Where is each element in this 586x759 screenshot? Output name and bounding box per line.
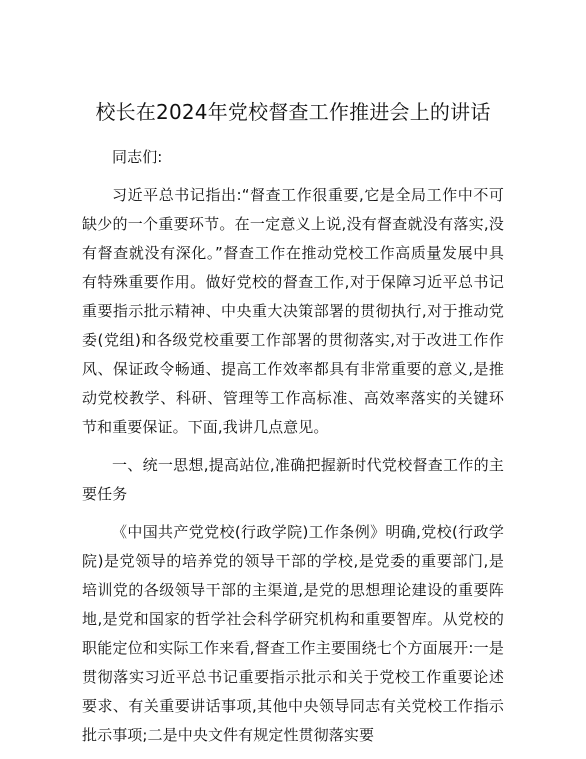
paragraph-intro: 习近平总书记指出:“督查工作很重要,它是全局工作中不可缺少的一个重要环节。在一定意义上说,没有督查就没有落实,没有督查就没有深化。”督查工作在推动党校工作高质量发展中具有特殊重要作用。做好党校的督查工作,对于保障习近平总书记重要指示批示精神、中央重大决策部署的贯彻执行,对于推动党委(党组)和各级党校重要工作部署的贯彻落实,对于改进工作作风、保证政令畅通、提高工作效率都具有非常重要的意义,是推动党校教学、科研、管理等工作高标准、高效率落实的关键环节和重要保证。下面,我讲几点意见。: [82, 186, 504, 436]
paragraph-section-1: 《中国共产党党校(行政学院)工作条例》明确,党校(行政学院)是党领导的培养党的领导干部的学校,是党委的重要部门,是培训党的各级领导干部的主渠道,是党的思想理论建设的重要阵地,是党和国家的哲学社会科学研究机构和重要智库。从党校的职能定位和实际工作来看,督查工作主要围绕七个方面展开:一是贯彻落实习近平总书记重要指示批示和关于党校工作重要论述要求、有关重要讲话事项,其他中央领导同志有关党校工作指示批示事项;二是中央文件有规定性贯彻落实要: [82, 523, 504, 744]
document-body: [82, 143, 504, 750]
document-title: 校长在2024年党校督查工作推进会上的讲话: [95, 100, 491, 124]
section-heading-1: 一、统一思想,提高站位,准确把握新时代党校督查工作的主要任务: [82, 456, 504, 503]
greeting: 同志们:: [112, 148, 163, 166]
